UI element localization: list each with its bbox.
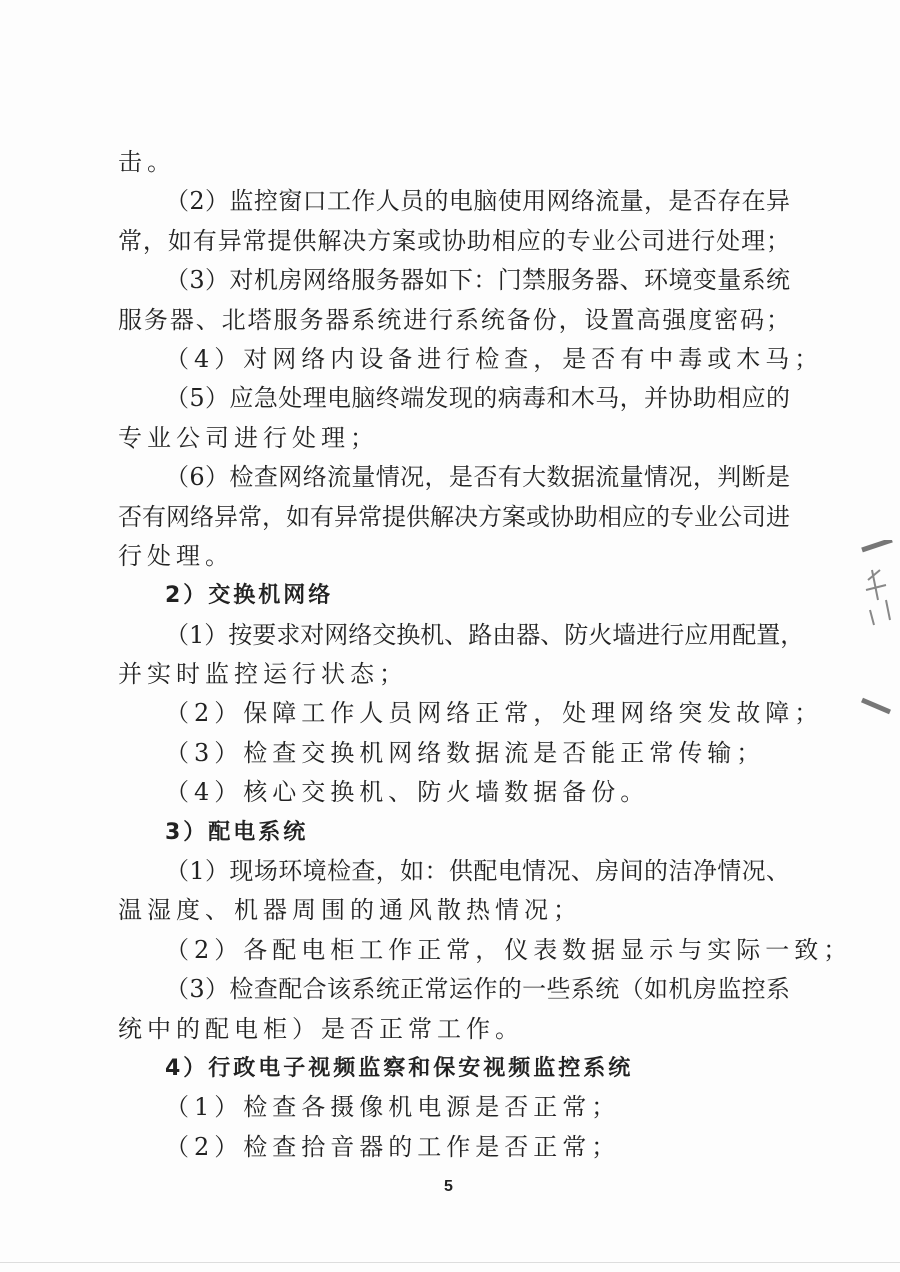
section-heading: 4）行政电子视频监察和保安视频监控系统 — [165, 1055, 634, 1081]
paragraph-line: （2）监控窗口工作人员的电脑使用网络流量，是否存在异 — [165, 187, 790, 216]
paragraph-line: 统中的配电柜）是否正常工作。 — [118, 1014, 524, 1043]
paragraph-line: 并实时监控运行状态； — [118, 660, 408, 689]
paragraph-line: （2）保障工作人员网络正常，处理网络突发故障； — [165, 699, 824, 728]
paragraph-line: （1）按要求对网络交换机、路由器、防火墙进行应用配置， — [165, 620, 805, 649]
section-heading: 2）交换机网络 — [165, 583, 334, 609]
paragraph-line: 服务器、北塔服务器系统进行系统备份，设置高强度密码； — [118, 305, 790, 334]
paragraph-line: （4）核心交换机、防火墙数据备份。 — [165, 778, 650, 807]
paragraph-line: （1）现场环境检查，如：供配电情况、房间的洁净情况、 — [165, 857, 790, 886]
paragraph-line: （2）各配电柜工作正常，仪表数据显示与实际一致； — [165, 935, 853, 964]
paragraph-line: （4）对网络内设备进行检查，是否有中毒或木马； — [165, 344, 824, 373]
section-heading: 3）配电系统 — [165, 819, 309, 845]
page-number: 5 — [444, 1178, 453, 1195]
paragraph-line: （2）检查拾音器的工作是否正常； — [165, 1132, 621, 1161]
scan-edge — [0, 1262, 900, 1263]
paragraph-line: （3）检查交换机网络数据流是否能正常传输； — [165, 738, 766, 767]
document-body — [118, 143, 853, 1167]
paragraph-line: （1）检查各摄像机电源是否正常； — [165, 1093, 621, 1122]
paragraph-line: 击。 — [118, 148, 176, 176]
paragraph-line: 温湿度、机器周围的通风散热情况； — [118, 896, 582, 925]
paragraph-line: （6）检查网络流量情况，是否有大数据流量情况，判断是 — [165, 463, 790, 492]
paragraph-line: 常，如有异常提供解决方案或协助相应的专业公司进行处理； — [118, 226, 790, 255]
paragraph-line: 行处理。 — [118, 541, 234, 570]
paragraph-line: （3）对机房网络服务器如下：门禁服务器、环境变量系统 — [165, 266, 790, 295]
paragraph-line: 专业公司进行处理； — [118, 423, 379, 452]
paragraph-line: （5）应急处理电脑终端发现的病毒和木马，并协助相应的 — [165, 384, 790, 413]
partial-seal-stamp — [840, 540, 900, 720]
paragraph-line: 否有网络异常，如有异常提供解决方案或协助相应的专业公司进 — [118, 502, 790, 531]
paragraph-line: （3）检查配合该系统正常运作的一些系统（如机房监控系 — [165, 975, 790, 1004]
